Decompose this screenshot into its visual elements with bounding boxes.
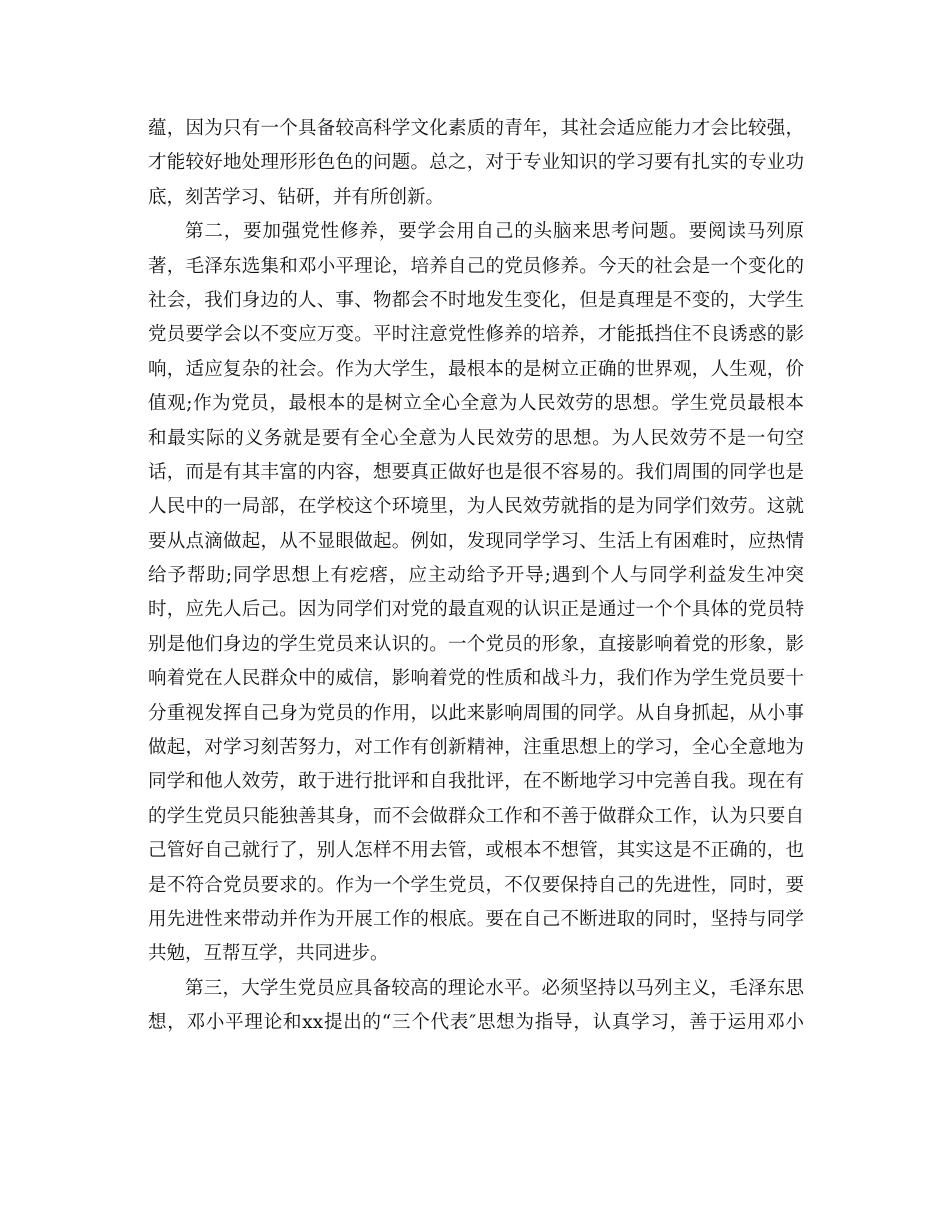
text-line: 同学和他人效劳，敢于进行批评和自我批评，在不断地学习中完善自我。现在有 xyxy=(148,771,804,793)
text-line: 响着党在人民群众中的威信，影响着党的性质和战斗力，我们作为学生党员要十 xyxy=(148,668,804,690)
text-line: 用先进性来带动并作为开展工作的根底。要在自己不断进取的同时，坚持与同学 xyxy=(148,908,804,930)
paragraph-3 xyxy=(148,972,804,1041)
text-line: 第三，大学生党员应具备较高的理论水平。必须坚持以马列主义，毛泽东思 xyxy=(185,977,804,999)
text-line: 值观;作为党员，最根本的是树立全心全意为人民效劳的思想。学生党员最根本 xyxy=(148,393,804,415)
text-line: 响，适应复杂的社会。作为大学生，最根本的是树立正确的世界观，人生观，价 xyxy=(148,358,804,380)
text-line: 话，而是有其丰富的内容，想要真正做好也是很不容易的。我们周围的同学也是 xyxy=(148,461,804,483)
text-line: 和最实际的义务就是要有全心全意为人民效劳的思想。为人民效劳不是一句空 xyxy=(148,427,804,449)
text-line: 要从点滴做起，从不显眼做起。例如，发现同学学习、生活上有困难时，应热情 xyxy=(148,530,804,552)
text-line: 人民中的一局部，在学校这个环境里，为人民效劳就指的是为同学们效劳。这就 xyxy=(148,496,804,518)
text-line: 给予帮助;同学思想上有疙瘩，应主动给予开导;遇到个人与同学利益发生冲突 xyxy=(148,565,804,587)
text-line: 想，邓小平理论和xx提出的“三个代表″思想为指导，认真学习，善于运用邓小 xyxy=(148,1012,804,1034)
document-body xyxy=(148,112,804,1041)
text-line: 著，毛泽东选集和邓小平理论，培养自己的党员修养。今天的社会是一个变化的 xyxy=(148,255,804,277)
text-line: 才能较好地处理形形色色的问题。总之，对于专业知识的学习要有扎实的专业功 xyxy=(148,152,804,174)
text-line: 共勉，互帮互学，共同进步。 xyxy=(148,943,389,965)
text-line: 时，应先人后己。因为同学们对党的最直观的认识正是通过一个个具体的党员特 xyxy=(148,599,804,621)
paragraph-2 xyxy=(148,215,804,972)
text-line: 底，刻苦学习、钻研，并有所创新。 xyxy=(148,186,445,208)
text-line: 是不符合党员要求的。作为一个学生党员，不仅要保持自己的先进性，同时，要 xyxy=(148,874,804,896)
text-line: 分重视发挥自己身为党员的作用，以此来影响周围的同学。从自身抓起，从小事 xyxy=(148,702,804,724)
text-line: 社会，我们身边的人、事、物都会不时地发生变化，但是真理是不变的，大学生 xyxy=(148,289,804,311)
text-line: 己管好自己就行了，别人怎样不用去管，或根本不想管，其实这是不正确的，也 xyxy=(148,840,804,862)
text-line: 做起，对学习刻苦努力，对工作有创新精神，注重思想上的学习，全心全意地为 xyxy=(148,737,804,759)
text-line: 别是他们身边的学生党员来认识的。一个党员的形象，直接影响着党的形象，影 xyxy=(148,633,804,655)
text-line: 的学生党员只能独善其身，而不会做群众工作和不善于做群众工作，认为只要自 xyxy=(148,805,804,827)
paragraph-1 xyxy=(148,112,804,215)
text-line: 蕴，因为只有一个具备较高科学文化素质的青年，其社会适应能力才会比较强， xyxy=(148,118,804,139)
text-line: 党员要学会以不变应万变。平时注意党性修养的培养，才能抵挡住不良诱惑的影 xyxy=(148,324,804,346)
text-line: 第二，要加强党性修养，要学会用自己的头脑来思考问题。要阅读马列原 xyxy=(185,221,804,243)
